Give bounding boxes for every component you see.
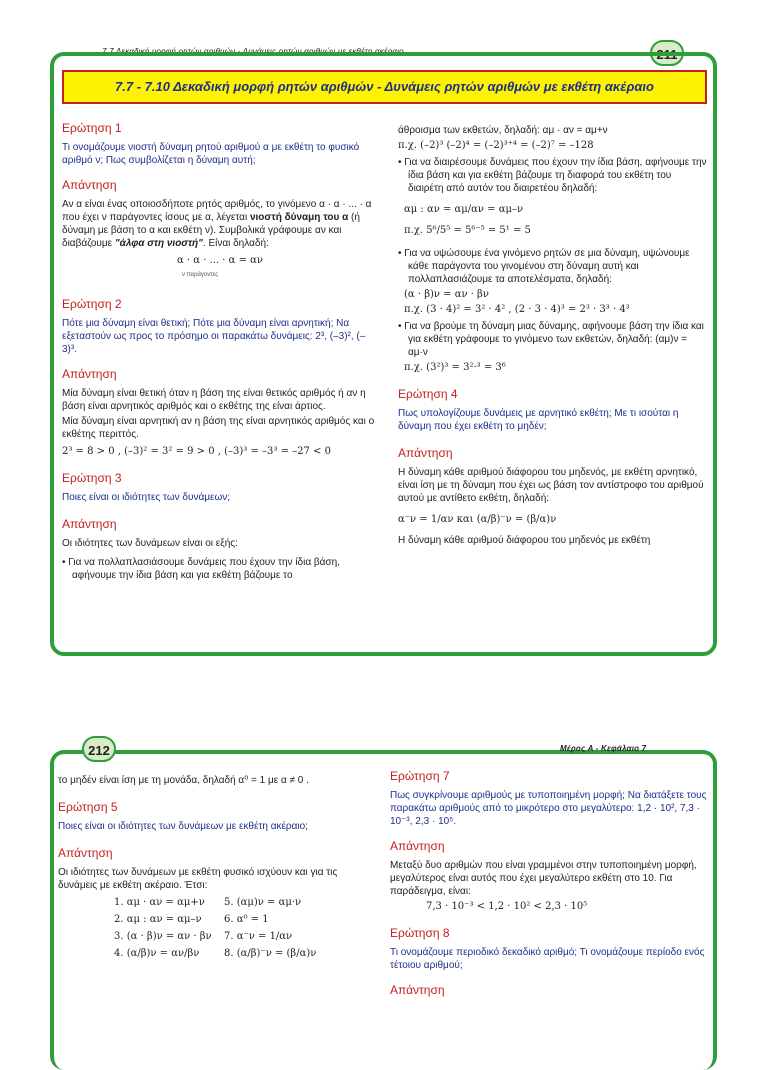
answer-2-label: Απάντηση <box>62 367 117 381</box>
answer-2-paragraph-2: Μία δύναμη είναι αρνητική αν η βάση της είναι αρνητικός αριθμός και ο εκθέτης περιττός. <box>62 416 375 440</box>
property-2-formula: αμ : αν = αμ/αν = αμ–ν <box>404 204 524 215</box>
answer-5-label: Απάντηση <box>58 846 113 860</box>
property-4-example: π.χ. (3²)³ = 3²·³ = 3⁶ <box>404 362 506 373</box>
property-1-example: π.χ. (–2)³ (–2)⁴ = (–2)³⁺⁴ = (–2)⁷ = –128 <box>398 140 594 151</box>
rule-2: 2. αμ : αν = αμ–ν <box>114 914 202 925</box>
question-8-text: Τι ονομάζουμε περιοδικό δεκαδικό αριθμό; Τι ονομάζουμε περίοδο ενός τέτοιου αριθμού; <box>390 947 705 971</box>
rule-6: 6. α⁰ = 1 <box>224 914 269 925</box>
section-title: 7.7 - 7.10 Δεκαδική μορφή ρητών αριθμών - Δυνάμεις ρητών αριθμών με εκθέτη ακέραιο <box>62 70 707 104</box>
answer-4-tail: Η δύναμη κάθε αριθμού διάφορου του μηδενός με εκθέτη <box>398 535 651 546</box>
question-4-text: Πως υπολογίζουμε δυνάμεις με αρνητικό εκθέτη; Με τι ισούται η δύναμη που έχει εκθέτη το μηδέν; <box>398 408 679 432</box>
question-8-label: Ερώτηση 8 <box>390 926 450 940</box>
property-continuation: το μηδέν είναι ίση με τη μονάδα, δηλαδή α⁰ = 1 με α ≠ 0 . <box>58 775 309 786</box>
left-column <box>62 112 378 584</box>
property-2-example: π.χ. 5⁶/5⁵ = 5⁶⁻⁵ = 5¹ = 5 <box>404 225 531 236</box>
question-4-label: Ερώτηση 4 <box>398 387 458 401</box>
answer-7-text: Μεταξύ δυο αριθμών που είναι γραμμένοι στην τυποποιημένη μορφή, μεγαλύτερος είναι αυτός που έχει μεγαλύτερο εκθέτη στο 10. Για παράδειγμα, είναι: <box>390 860 697 897</box>
question-3-text: Ποιες είναι οι ιδιότητες των δυνάμεων; <box>62 492 231 503</box>
right-column <box>398 124 708 549</box>
answer-3-label: Απάντηση <box>62 517 117 531</box>
question-1-text: Τι ονομάζουμε νιοστή δύναμη ρητού αριθμού α με εκθέτη το φυσικό αριθμό ν; Πως συμβολίζεται η δύναμη αυτή; <box>62 142 360 166</box>
question-7-text: Πως συγκρίνουμε αριθμούς με τυποποιημένη μορφή; Να διατάξετε τους παρακάτω αριθμούς από το μικρότερο στο μεγαλύτερο: 1,2 · 10², 7,3 · 10⁻³, 2,3 · 10⁵. <box>390 790 707 827</box>
answer-1-formula-note: ν παράγοντες <box>181 272 219 278</box>
property-2-text: • Για να διαιρέσουμε δυνάμεις που έχουν την ίδια βάση, αφήνουμε την ίδια βάση και για εκθέτη βάζουμε τη διαφορά του εκθέτη του διαιρέτη από αυτόν του διαιρετέου δηλαδή: <box>398 157 707 194</box>
question-5-label: Ερώτηση 5 <box>58 800 118 814</box>
answer-7-formula: 7,3 · 10⁻³ < 1,2 · 10² < 2,3 · 10⁵ <box>426 901 588 912</box>
answer-4-label: Απάντηση <box>398 446 453 460</box>
page-212 <box>0 730 768 1024</box>
rule-5: 5. (αμ)ν = αμ·ν <box>224 897 302 908</box>
rule-1: 1. αμ · αν = αμ+ν <box>114 897 205 908</box>
question-2-text: Πότε μια δύναμη είναι θετική; Πότε μια δύναμη είναι αρνητική; Να εξεταστούν ως προς το πρόσημο οι παρακάτω δυνάμεις: 2³, (–3)², (–3)³. <box>62 318 366 355</box>
page-number: 212 <box>82 736 116 762</box>
property-3-text: • Για να υψώσουμε ένα γινόμενο ρητών σε μια δύναμη, υψώνουμε κάθε παράγοντα του γινομένου στη δύναμη αυτή και πολλαπλασιάζουμε τα αποτελέσματα, δηλαδή: <box>398 248 690 285</box>
property-3-formula: (α · β)ν = αν · βν <box>404 289 489 300</box>
rule-7: 7. α⁻ν = 1/αν <box>224 931 293 942</box>
property-4-text: • Για να βρούμε τη δύναμη μιας δύναμης, αφήνουμε βάση την ίδια και για εκθέτη γράφουμε το γινόμενο των εκθετών, δηλαδή: (αμ)ν = αμ·ν <box>398 321 704 358</box>
answer-4-formula: α⁻ν = 1/αν και (α/β)⁻ν = (β/α)ν <box>398 514 557 525</box>
rule-3: 3. (α · β)ν = αν · βν <box>114 931 212 942</box>
property-1-continuation: άθροισμα των εκθετών, δηλαδή: αμ · αν = αμ+ν <box>398 125 608 136</box>
question-2-label: Ερώτηση 2 <box>62 297 122 311</box>
question-3-label: Ερώτηση 3 <box>62 471 122 485</box>
answer-7-label: Απάντηση <box>390 839 445 853</box>
integer-exponent-rules <box>114 896 376 960</box>
question-5-text: Ποιες είναι οι ιδιότητες των δυνάμεων με εκθέτη ακέραιο; <box>58 821 308 832</box>
rule-8: 8. (α/β)⁻ν = (β/α)ν <box>224 948 317 959</box>
question-7-label: Ερώτηση 7 <box>390 769 450 783</box>
page-number: 211 <box>650 40 684 66</box>
property-3-example: π.χ. (3 · 4)² = 3² · 4² , (2 · 3 · 4)³ = 2³ · 3³ · 4³ <box>404 304 630 315</box>
answer-2-paragraph-1: Μία δύναμη είναι θετική όταν η βάση της είναι θετικός αριθμός ή αν η βάση είναι αρνητικός αριθμός και ο εκθέτης της είναι άρτιος. <box>62 388 366 412</box>
answer-2-formula: 2³ = 8 > 0 , (–3)² = 3² = 9 > 0 , (–3)³ = –3³ = –27 < 0 <box>62 446 331 457</box>
left-column <box>58 774 376 960</box>
question-1-label: Ερώτηση 1 <box>62 121 122 135</box>
answer-5-text: Οι ιδιότητες των δυνάμεων με εκθέτη φυσικό ισχύουν και για τις δυνάμεις με εκθέτη ακέραιο. Έτσι: <box>58 867 338 891</box>
answer-1-text: Αν α είναι ένας οποιοσδήποτε ρητός αριθμός, το γινόμενο α · α · ... · α που έχει ν παράγοντες ίσους με α, λέγεται νιοστή δύναμη του α (ή δύναμη με βάση το α και εκθέτη ν). Συμβολικά γράφουμε αν και διαβάζουμε "άλφα στη νιοστή". Είναι δηλαδή: <box>62 199 372 249</box>
answer-1-formula: α · α · ... · α = αν <box>177 255 263 266</box>
right-column <box>390 766 708 1003</box>
running-head: Μέρος Α - Κεφάλαιο 7 <box>560 744 647 753</box>
answer-8-label: Απάντηση <box>390 983 445 997</box>
answer-3-bullet-1: • Για να πολλαπλασιάσουμε δυνάμεις που έχουν την ίδια βάση, αφήνουμε την ίδια βάση και για εκθέτη βάζουμε το <box>62 557 340 581</box>
answer-1-label: Απάντηση <box>62 178 117 192</box>
answer-3-intro: Οι ιδιότητες των δυνάμεων είναι οι εξής: <box>62 538 238 549</box>
running-head: 7.7 Δεκαδική μορφή ρητών αριθμών - Δυνάμεις ρητών αριθμών με εκθέτη ακέραιο <box>102 47 404 56</box>
rule-4: 4. (α/β)ν = αν/βν <box>114 948 200 959</box>
answer-4-text: Η δύναμη κάθε αριθμού διάφορου του μηδενός, με εκθέτη αρνητικό, είναι ίση με τη δύναμη που έχει ως βάση τον αντίστροφο του αριθμού αυτού με αντίθετο εκθέτη, δηλαδή: <box>398 467 704 504</box>
